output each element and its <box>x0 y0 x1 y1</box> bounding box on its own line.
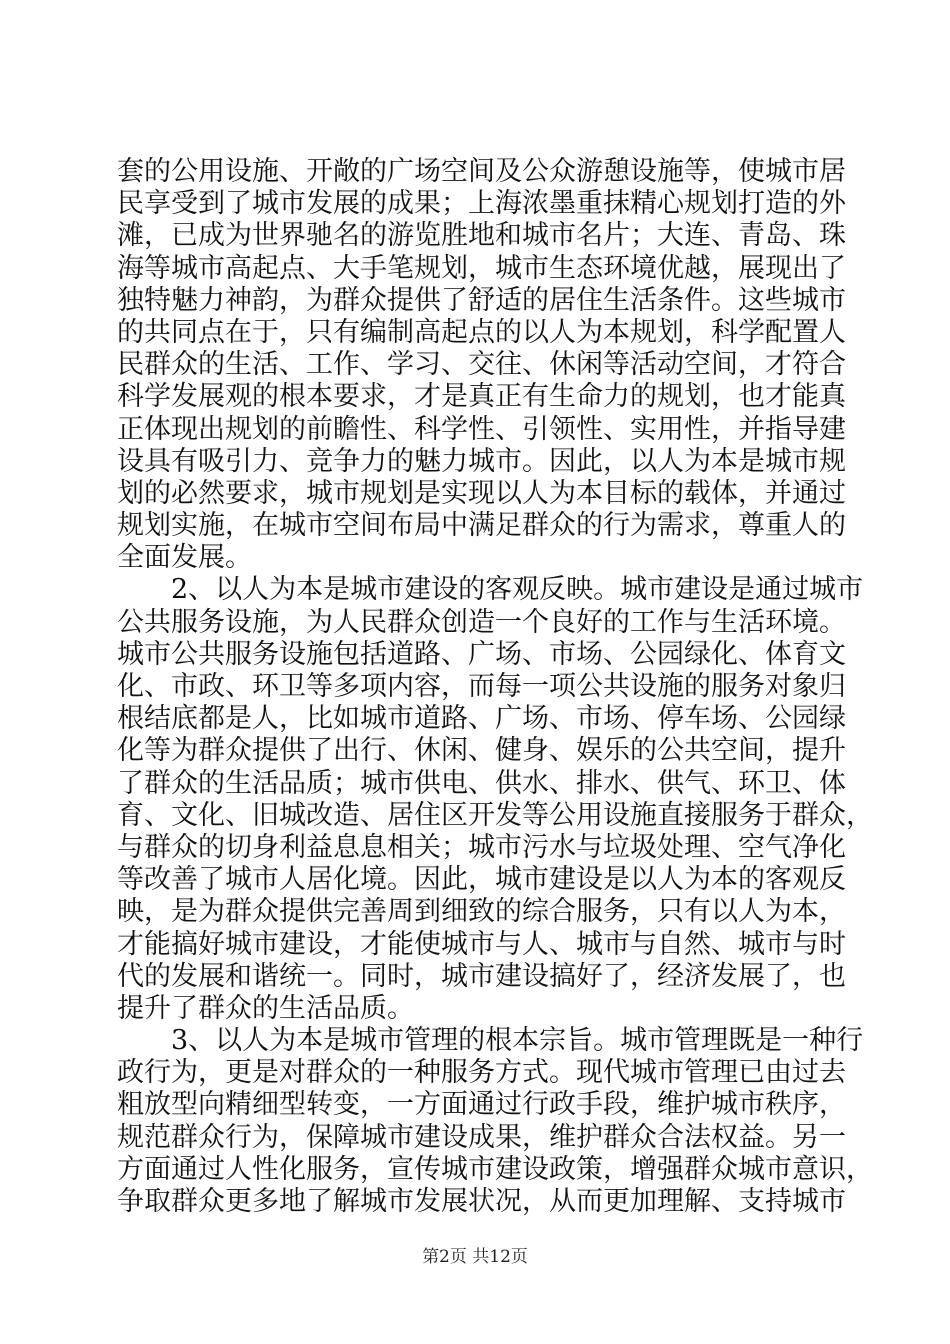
text-line: 育、文化、旧城改造、居住区开发等公用设施直接服务于群众， <box>117 799 873 831</box>
text-line: 代的发展和谐统一。同时，城市建设搞好了，经济发展了，也 <box>117 960 846 992</box>
text-line: 方面通过人性化服务，宣传城市建设政策，增强群众城市意识， <box>117 1153 873 1185</box>
text-line: 正体现出规划的前瞻性、科学性、引领性、实用性，并指导建 <box>117 413 846 445</box>
text-line: 规划实施，在城市空间布局中满足群众的行为需求，尊重人的 <box>117 510 846 542</box>
text-line: 套的公用设施、开敞的广场空间及公众游憩设施等，使城市居 <box>117 156 846 187</box>
text-line: 科学发展观的根本要求，才是真正有生命力的规划，也才能真 <box>117 381 846 413</box>
text-line: 滩，已成为世界驰名的游览胜地和城市名片；大连、青岛、珠 <box>117 220 846 252</box>
text-line: 化等为群众提供了出行、休闲、健身、娱乐的公共空间，提升 <box>117 735 846 767</box>
text-line: 政行为，更是对群众的一种服务方式。现代城市管理已由过去 <box>117 1057 846 1089</box>
text-line: 公共服务设施，为人民群众创造一个良好的工作与生活环境。 <box>117 606 846 638</box>
page-number-footer: 第2页 共12页 <box>422 1247 528 1267</box>
text-line: 海等城市高起点、大手笔规划，城市生态环境优越，展现出了 <box>117 252 846 284</box>
text-line: 划的必然要求，城市规划是实现以人为本目标的载体，并通过 <box>117 477 846 509</box>
text-line: 民享受到了城市发展的成果；上海浓墨重抹精心规划打造的外 <box>117 188 846 220</box>
text-line: 提升了群众的生活品质。 <box>117 992 414 1024</box>
text-line: 才能搞好城市建设，才能使城市与人、城市与自然、城市与时 <box>117 928 846 960</box>
text-line: 根结底都是人，比如城市道路、广场、市场、停车场、公园绿 <box>117 703 846 735</box>
text-line: 了群众的生活品质；城市供电、供水、排水、供气、环卫、体 <box>117 767 846 799</box>
text-line: 的共同点在于，只有编制高起点的以人为本规划，科学配置人 <box>117 316 846 348</box>
text-line: 民群众的生活、工作、学习、交往、休闲等活动空间，才符合 <box>117 349 846 381</box>
paragraph-heading-line: 3、以人为本是城市管理的根本宗旨。城市管理既是一种行 <box>171 1025 864 1057</box>
text-line: 全面发展。 <box>117 542 252 574</box>
text-line: 城市公共服务设施包括道路、广场、市场、公园绿化、体育文 <box>117 638 846 670</box>
text-line: 化、市政、环卫等多项内容，而每一项公共设施的服务对象归 <box>117 671 846 702</box>
text-line: 与群众的切身利益息息相关；城市污水与垃圾处理、空气净化 <box>117 831 846 863</box>
text-line: 独特魅力神韵，为群众提供了舒适的居住生活条件。这些城市 <box>117 284 846 316</box>
text-line: 设具有吸引力、竞争力的魅力城市。因此，以人为本是城市规 <box>117 445 846 477</box>
paragraph-heading-line: 2、以人为本是城市建设的客观反映。城市建设是通过城市 <box>171 574 864 606</box>
text-line: 等改善了城市人居化境。因此，城市建设是以人为本的客观反 <box>117 864 846 896</box>
text-line: 规范群众行为，保障城市建设成果，维护群众合法权益。另一 <box>117 1121 846 1153</box>
text-line: 争取群众更多地了解城市发展状况，从而更加理解、支持城市 <box>117 1186 846 1217</box>
body-text <box>117 156 873 1218</box>
text-line: 粗放型向精细型转变，一方面通过行政手段，维护城市秩序， <box>117 1089 846 1121</box>
text-line: 映，是为群众提供完善周到细致的综合服务，只有以人为本， <box>117 896 846 928</box>
